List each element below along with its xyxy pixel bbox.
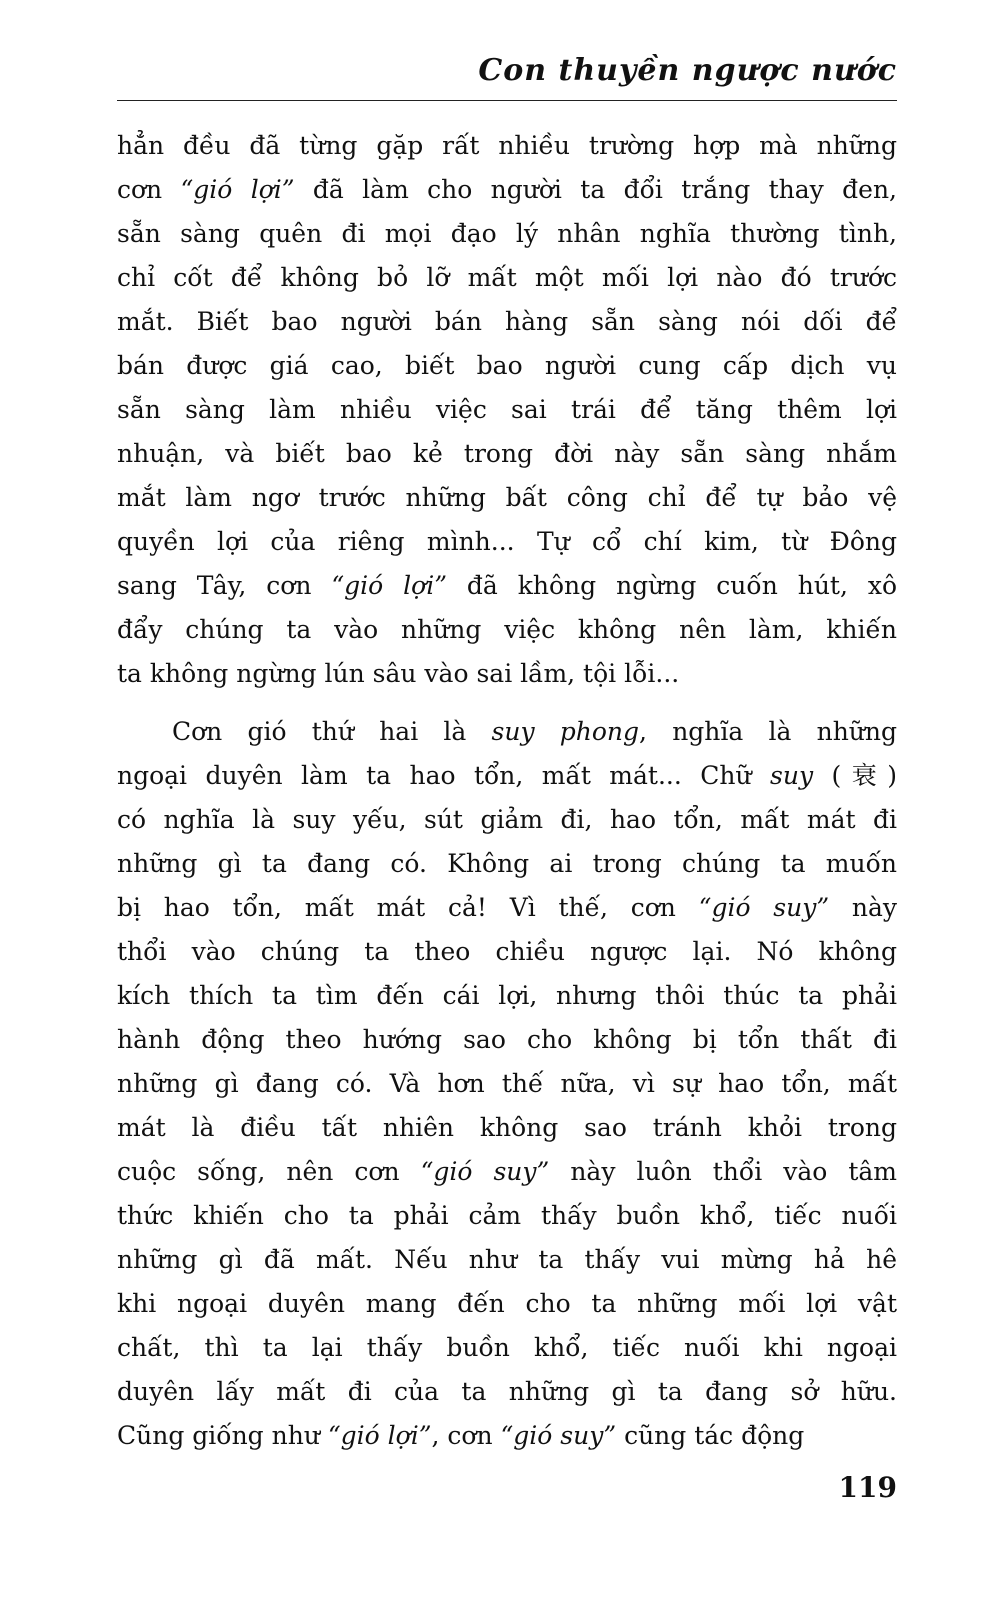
text-line [117,1106,897,1150]
text-run: có nghĩa là suy yếu, sút giảm đi, hao tổn, mất mát đi [117,805,897,834]
text-run: cuộc sống, nên cơn [117,1157,421,1186]
text-line [117,476,897,520]
text-line [117,212,897,256]
text-line [117,168,897,212]
body-text [117,124,897,1458]
text-line [117,1150,897,1194]
text-line [117,1282,897,1326]
text-line [117,798,897,842]
text-run: (衰) [813,761,897,790]
italic-term: “gió lợi” [327,1421,432,1450]
text-run: chỉ cốt để không bỏ lỡ mất một mối lợi nào đó trước [117,263,897,292]
page-number: 119 [838,1471,897,1504]
text-line [117,1238,897,1282]
italic-term: “gió lợi” [331,571,447,600]
text-run: những gì ta đang có. Không ai trong chúng ta muốn [117,849,897,878]
italic-term: suy [770,761,814,790]
text-run: , nghĩa là những [639,717,898,746]
paragraph-1 [117,124,897,696]
text-line [117,256,897,300]
text-line [117,886,897,930]
text-run: thức khiến cho ta phải cảm thấy buồn khổ, tiếc nuối [117,1201,897,1230]
text-line [117,710,897,754]
text-run: cơn [117,175,181,204]
text-run: này [829,893,898,922]
text-run: hẳn đều đã từng gặp rất nhiều trường hợp mà những [117,131,897,160]
text-line [117,388,897,432]
text-run: sẵn sàng quên đi mọi đạo lý nhân nghĩa thường tình, [117,219,897,248]
text-run: khi ngoại duyên mang đến cho ta những mối lợi vật [117,1289,897,1318]
italic-term: suy phong [491,717,640,746]
text-line [117,754,897,798]
italic-term: “gió lợi” [180,175,295,204]
text-run: này luôn thổi vào tâm [549,1157,897,1186]
italic-term: “gió suy” [420,1157,550,1186]
text-run: đã làm cho người ta đổi trắng thay đen, [294,175,897,204]
text-line [117,1062,897,1106]
text-line [117,300,897,344]
text-run: quyền lợi của riêng mình... Tự cổ chí kim, từ Đông [117,527,897,556]
text-line [117,1018,897,1062]
text-line [117,124,897,168]
text-run: Cơn gió thứ hai là [172,717,492,746]
text-line [117,842,897,886]
text-line [117,608,897,652]
text-run: đã không ngừng cuốn hút, xô [446,571,898,600]
text-run: bán được giá cao, biết bao người cung cấp dịch vụ [117,351,897,380]
text-run: những gì đang có. Và hơn thế nữa, vì sự hao tổn, mất [117,1069,897,1098]
text-line [117,652,897,696]
text-run: , cơn [431,1421,501,1450]
text-line [117,1326,897,1370]
text-run: kích thích ta tìm đến cái lợi, nhưng thôi thúc ta phải [117,981,897,1010]
text-line [117,1414,897,1458]
text-run: ngoại duyên làm ta hao tổn, mất mát... Chữ [117,761,771,790]
text-run: mắt. Biết bao người bán hàng sẵn sàng nói dối để [117,307,897,336]
text-run: cũng tác động [616,1421,805,1450]
text-run: mắt làm ngơ trước những bất công chỉ để tự bảo vệ [117,483,897,512]
text-run: sẵn sàng làm nhiều việc sai trái để tăng thêm lợi [117,395,897,424]
text-line [117,1370,897,1414]
text-run: nhuận, và biết bao kẻ trong đời này sẵn sàng nhắm [117,439,897,468]
text-line [117,432,897,476]
text-run: sang Tây, cơn [117,571,332,600]
text-line [117,520,897,564]
text-run: mát là điều tất nhiên không sao tránh khỏi trong [117,1113,897,1142]
running-header-title: Con thuyền ngược nước [478,53,897,88]
italic-term: “gió suy” [500,1421,617,1450]
paragraph-gap [117,696,897,710]
text-run: đẩy chúng ta vào những việc không nên làm, khiến [117,615,897,644]
text-line [117,564,897,608]
text-run: những gì đã mất. Nếu như ta thấy vui mừng hả hê [117,1245,897,1274]
italic-term: “gió suy” [698,893,830,922]
paragraph-2 [117,710,897,1458]
text-run: chất, thì ta lại thấy buồn khổ, tiếc nuối khi ngoại [117,1333,897,1362]
text-line [117,930,897,974]
text-run: bị hao tổn, mất mát cả! Vì thế, cơn [117,893,699,922]
text-run: duyên lấy mất đi của ta những gì ta đang sở hữu. [117,1377,897,1406]
text-run: thổi vào chúng ta theo chiều ngược lại. Nó không [117,937,897,966]
text-line [117,344,897,388]
header-rule [117,100,897,101]
text-run: Cũng giống như [117,1421,328,1450]
text-run: ta không ngừng lún sâu vào sai lầm, tội lỗi... [117,659,680,688]
text-line [117,974,897,1018]
text-run: hành động theo hướng sao cho không bị tổn thất đi [117,1025,897,1054]
text-line [117,1194,897,1238]
